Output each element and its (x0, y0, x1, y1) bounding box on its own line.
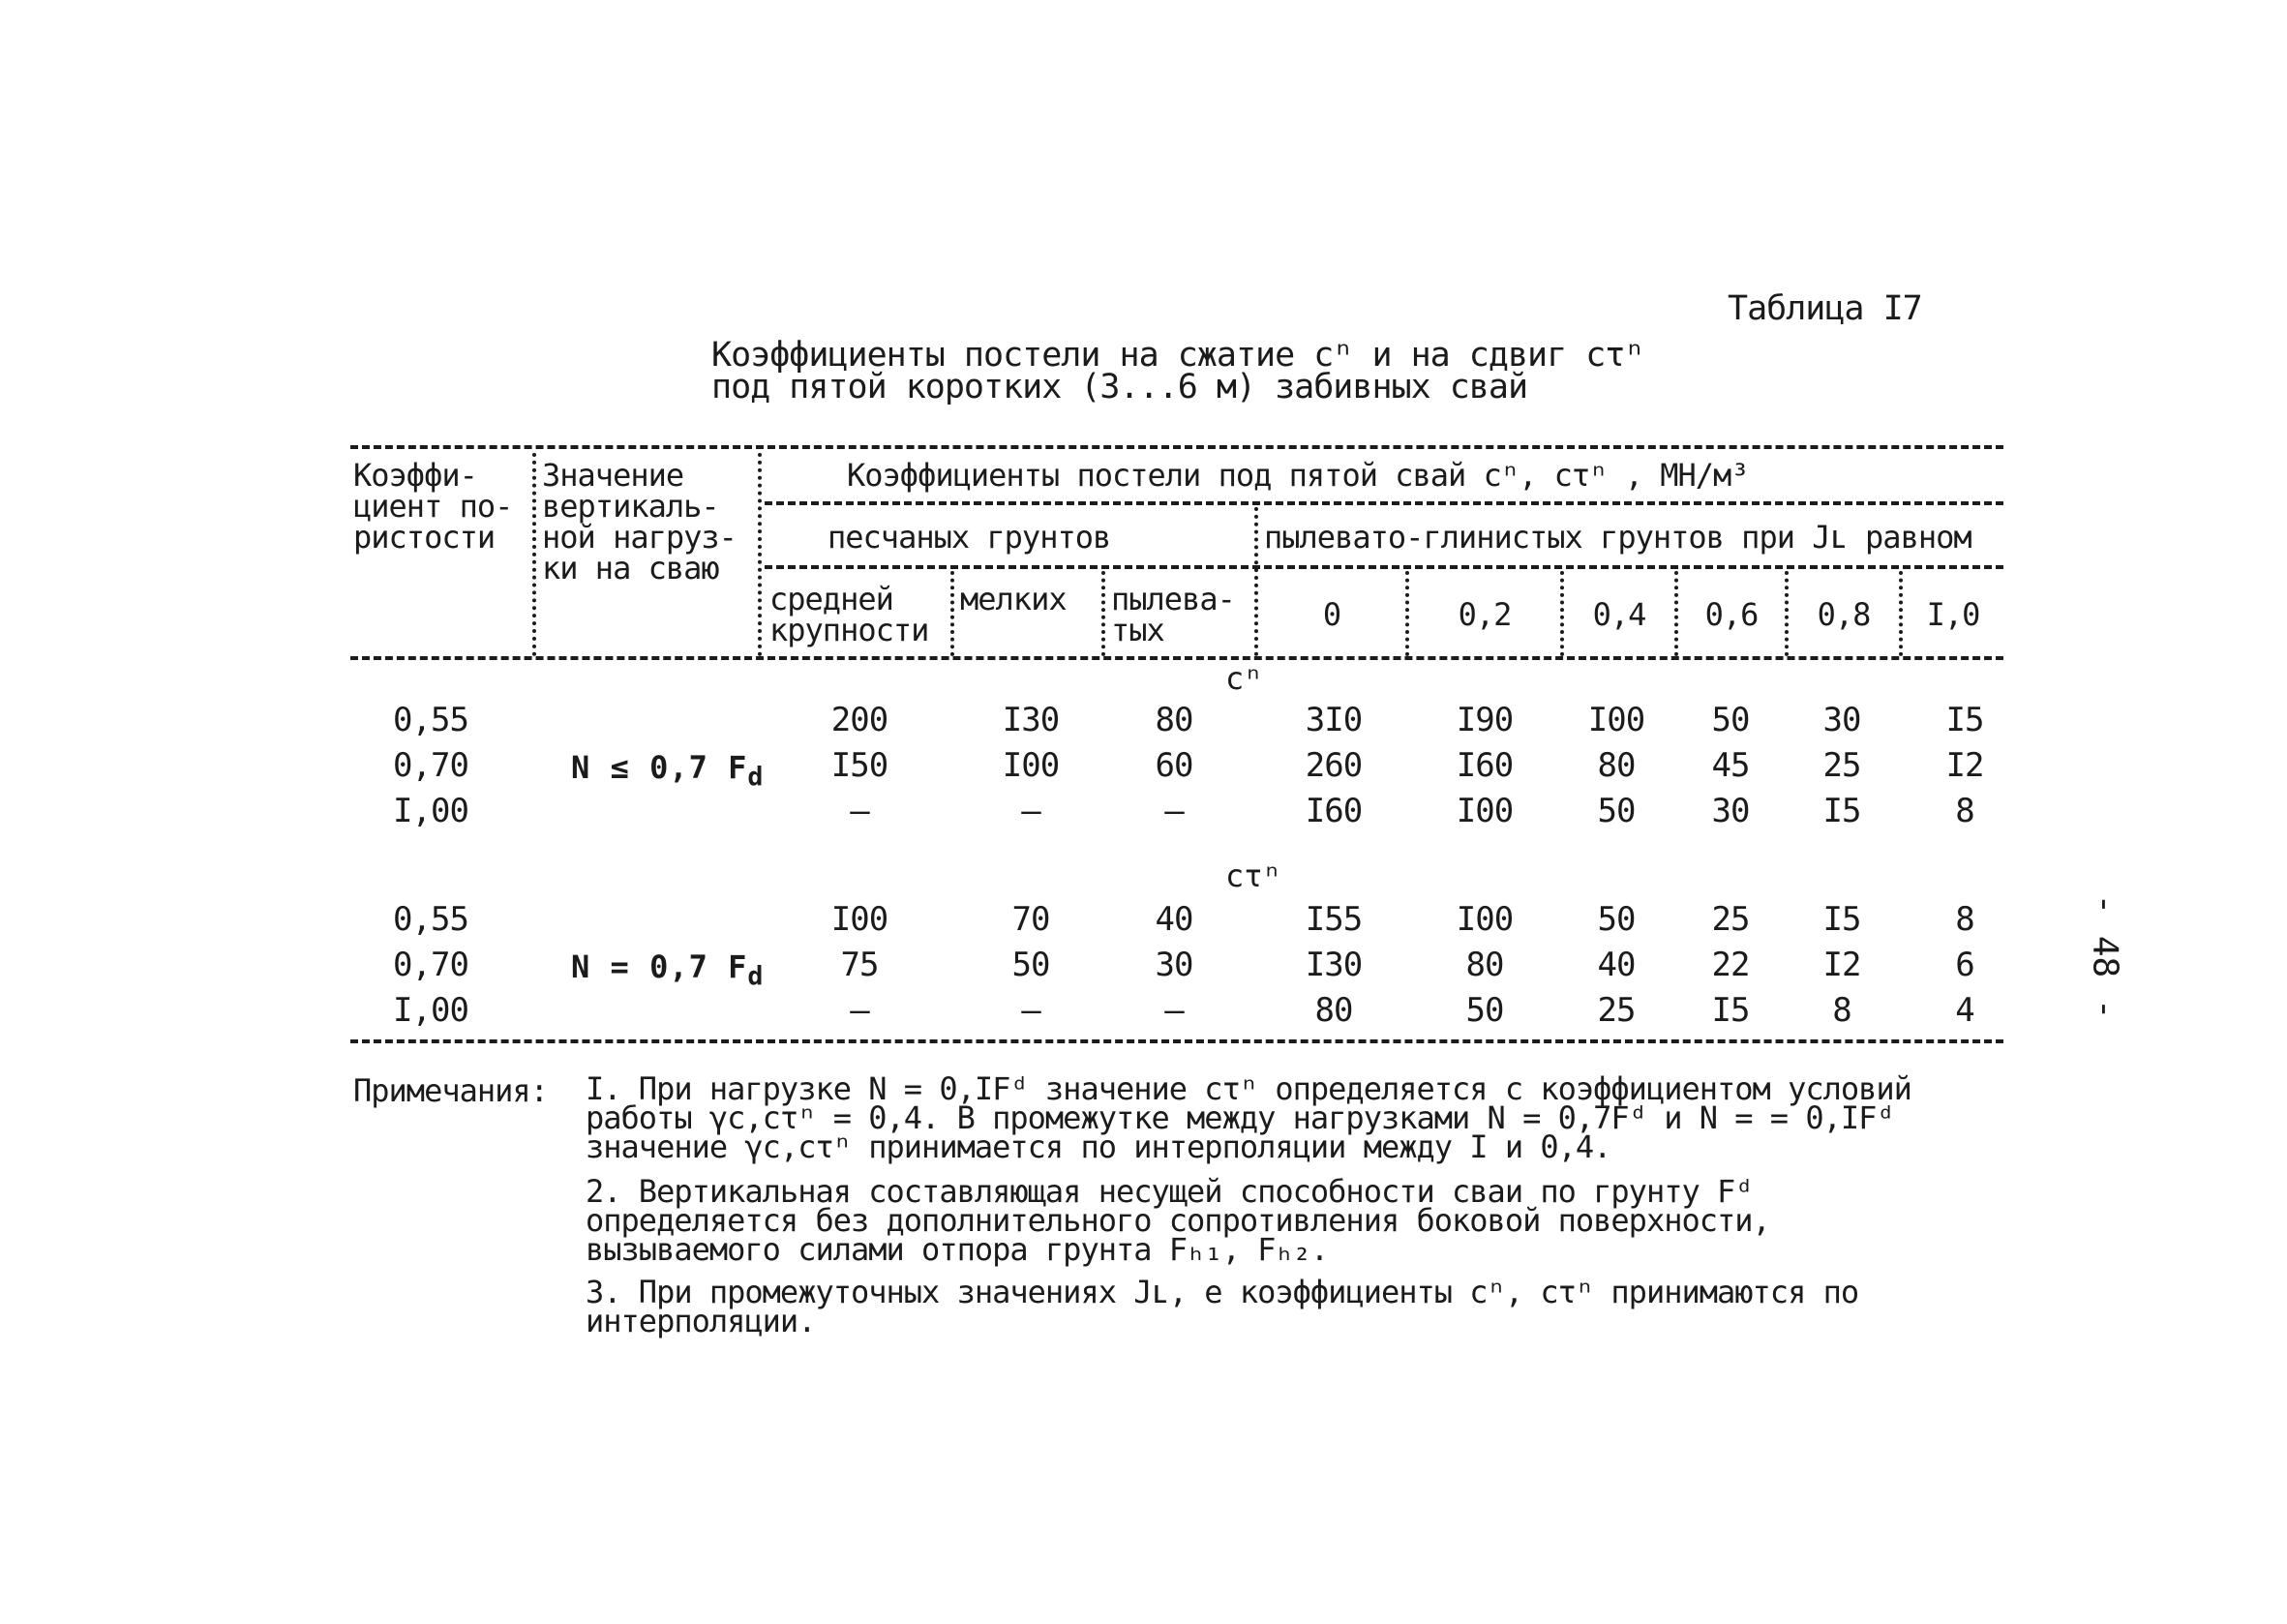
value-cell: – (1021, 792, 1040, 830)
value-cell: I30 (1305, 946, 1363, 984)
value-cell: 22 (1711, 946, 1750, 984)
value-cell: – (850, 991, 869, 1030)
value-cell: 3I0 (1305, 701, 1363, 739)
table-top-rule (350, 445, 2003, 449)
header-sand-coarse-line-2: крупности (769, 612, 929, 648)
value-cell: 4 (1955, 991, 1974, 1030)
section-load-shear (571, 948, 764, 991)
value-cell: I5 (1945, 701, 1984, 739)
value-cell: 70 (1011, 900, 1050, 939)
header-load-line-4: ки на сваю (542, 550, 719, 586)
value-cell: I00 (1002, 746, 1060, 785)
header-group-main: Коэффициенты постели под пятой свай сⁿ, сτⁿ , МН/м³ (847, 457, 1749, 494)
col-sep-2 (758, 453, 762, 656)
table-title-line-1: Коэффициенты постели на сжатие сⁿ и на сдвиг сτⁿ (711, 336, 1644, 375)
group-rule (765, 501, 2003, 505)
header-clay-0: 0 (1322, 596, 1341, 633)
header-clay-04: 0,4 (1592, 596, 1646, 633)
value-cell: 25 (1711, 900, 1750, 939)
value-cell: I2 (1822, 946, 1861, 984)
subgroup-rule (765, 565, 2003, 569)
header-load-line-3: ной нагруз- (542, 519, 737, 556)
header-clay-02: 0,2 (1458, 596, 1512, 633)
value-cell: 50 (1711, 701, 1750, 739)
porosity-cell: 0,55 (393, 701, 468, 739)
value-cell: I30 (1002, 701, 1060, 739)
value-cell: 8 (1955, 900, 1974, 939)
value-cell: 8 (1955, 792, 1974, 830)
header-clay-08: 0,8 (1817, 596, 1871, 633)
value-cell: I55 (1305, 900, 1363, 939)
value-cell: 45 (1711, 746, 1750, 785)
section-load-compression (571, 749, 764, 792)
note-2: 2. Вертикальная составляющая несущей способности сваи по грунту Fᵈ определяется без дополнительного сопротивления боковой поверхности, вызываемого силами отпора грунта Fₕ₁, Fₕ₂. (586, 1173, 1770, 1268)
header-porosity-line-1: Коэффи- (353, 457, 477, 494)
header-sand-fine: мелких (960, 581, 1067, 617)
value-cell: 80 (1597, 746, 1636, 785)
load-subscript: d (747, 762, 765, 793)
value-cell: 80 (1314, 991, 1353, 1030)
section-symbol-compression: сⁿ (1225, 660, 1263, 697)
value-cell: 75 (840, 946, 879, 984)
value-cell: 40 (1155, 900, 1193, 939)
header-sand-silty-line-2: тых (1111, 612, 1164, 648)
value-cell: 6 (1955, 946, 1974, 984)
value-cell: 25 (1597, 991, 1636, 1030)
page-number: - 48 - (2085, 893, 2125, 1020)
note-1: I. При нагрузке N = 0,IFᵈ значение сτⁿ определяется с коэффициентом условий работы γc,cτⁿ = 0,4. В промежутке между нагрузками N = 0,7Fᵈ и N = = 0,IFᵈ значение γc,cτⁿ принимается по интерполяции между I и 0,4. (586, 1070, 1911, 1165)
porosity-cell: 0,55 (393, 900, 468, 939)
section-symbol-shear: сτⁿ (1225, 857, 1281, 894)
value-cell: – (1021, 991, 1040, 1030)
col-sep-sand-2 (1101, 571, 1105, 656)
col-sep-sand-1 (950, 571, 954, 656)
table-label: Таблица I7 (1728, 289, 1922, 328)
value-cell: 8 (1832, 991, 1851, 1030)
value-cell: I60 (1456, 746, 1514, 785)
load-text: N = 0,7 F (571, 948, 748, 985)
value-cell: 50 (1011, 946, 1050, 984)
header-load-line-2: вертикаль- (542, 488, 719, 525)
value-cell: 50 (1597, 792, 1636, 830)
value-cell: 80 (1465, 946, 1504, 984)
value-cell: I90 (1456, 701, 1514, 739)
value-cell: 30 (1822, 701, 1861, 739)
header-clay-10: I,0 (1926, 596, 1980, 633)
table-bottom-rule (350, 1039, 2003, 1043)
value-cell: I5 (1822, 900, 1861, 939)
porosity-cell: 0,70 (393, 746, 468, 785)
value-cell: 260 (1305, 746, 1363, 785)
value-cell: 30 (1711, 792, 1750, 830)
value-cell: 40 (1597, 946, 1636, 984)
value-cell: 25 (1822, 746, 1861, 785)
value-cell: 200 (830, 701, 888, 739)
value-cell: I50 (830, 746, 888, 785)
load-text: N ≤ 0,7 F (571, 749, 748, 786)
value-cell: I5 (1711, 991, 1750, 1030)
value-cell: I2 (1945, 746, 1984, 785)
col-sep-sand-clay (1254, 507, 1258, 656)
header-load-line-1: Значение (542, 457, 684, 494)
value-cell: 60 (1155, 746, 1193, 785)
value-cell: 30 (1155, 946, 1193, 984)
value-cell: – (1164, 792, 1184, 830)
header-group-clay: пылевато-глинистых грунтов при Jʟ равном (1264, 519, 1971, 556)
load-subscript: d (747, 961, 765, 992)
value-cell: I60 (1305, 792, 1363, 830)
porosity-cell: I,00 (393, 792, 468, 830)
header-sand-coarse-line-1: средней (769, 581, 893, 617)
value-cell: 50 (1465, 991, 1504, 1030)
value-cell: I5 (1822, 792, 1861, 830)
header-group-sand: песчаных грунтов (828, 519, 1111, 556)
header-clay-06: 0,6 (1704, 596, 1759, 633)
notes-label: Примечания: (353, 1072, 548, 1109)
header-porosity-line-3: ристости (353, 519, 496, 556)
header-porosity-line-2: циент по- (353, 488, 513, 525)
value-cell: I00 (1587, 701, 1645, 739)
value-cell: I00 (1456, 900, 1514, 939)
porosity-cell: 0,70 (393, 946, 468, 984)
table-title-line-2: под пятой коротких (3...6 м) забивных свай (711, 368, 1528, 406)
value-cell: I00 (1456, 792, 1514, 830)
note-3: 3. При промежуточных значениях Jʟ, е коэффициенты сⁿ, сτⁿ принимаются по интерполяции. (586, 1274, 1859, 1339)
header-bottom-rule (350, 656, 2003, 660)
porosity-cell: I,00 (393, 991, 468, 1030)
header-sand-silty-line-1: пылева- (1111, 581, 1235, 617)
value-cell: 80 (1155, 701, 1193, 739)
value-cell: – (850, 792, 869, 830)
value-cell: 50 (1597, 900, 1636, 939)
value-cell: I00 (830, 900, 888, 939)
col-sep-1 (532, 453, 536, 656)
value-cell: – (1164, 991, 1184, 1030)
